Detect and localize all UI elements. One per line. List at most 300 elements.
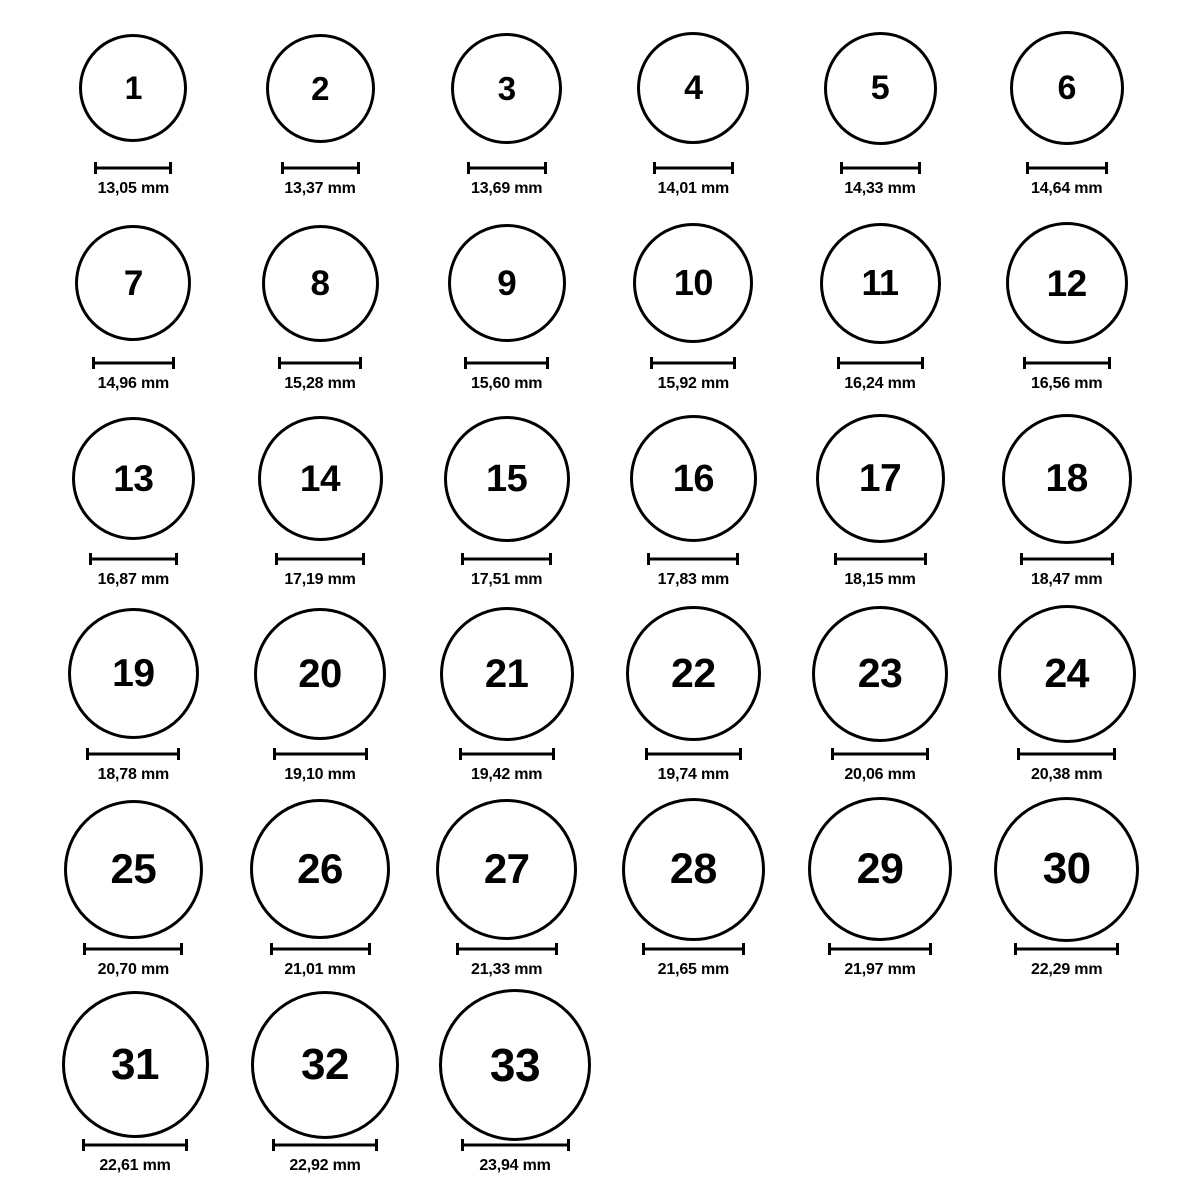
- dimension-tick-left: [1023, 357, 1026, 369]
- diameter-label: 20,70 mm: [97, 961, 169, 979]
- dimension-bar-icon: [461, 1139, 570, 1151]
- dimension-tick-right: [1108, 357, 1111, 369]
- ring-size-number: 22: [671, 650, 716, 697]
- ring-size-cell: [40, 409, 227, 589]
- ring-size-cell: [600, 409, 787, 589]
- dimension-tick-right: [1105, 162, 1108, 174]
- diameter-measure: [92, 357, 175, 393]
- ring-size-number: 28: [669, 844, 717, 893]
- ring-circle: [451, 33, 562, 144]
- ring-size-number: 32: [301, 1039, 349, 1089]
- ring-size-cell: [787, 799, 974, 979]
- dimension-tick-right: [736, 553, 739, 565]
- ring-circle-wrap: [451, 18, 562, 158]
- dimension-line: [270, 948, 371, 951]
- ring-size-cell: [600, 213, 787, 393]
- ring-circle-wrap: [440, 604, 574, 744]
- ring-size-number: 5: [870, 69, 890, 107]
- ring-circle: [622, 798, 765, 941]
- diameter-label: 21,33 mm: [471, 961, 543, 979]
- dimension-bar-icon: [464, 357, 549, 369]
- ring-circle-wrap: [250, 799, 390, 939]
- dimension-tick-left: [647, 553, 650, 565]
- dimension-tick-left: [1020, 553, 1023, 565]
- dimension-tick-left: [461, 553, 464, 565]
- dimension-tick-right: [1116, 943, 1119, 955]
- dimension-tick-right: [359, 357, 362, 369]
- dimension-tick-left: [82, 1139, 85, 1151]
- dimension-tick-right: [544, 162, 547, 174]
- dimension-tick-left: [1026, 162, 1029, 174]
- dimension-tick-right: [552, 748, 555, 760]
- ring-size-number: 21: [484, 651, 529, 696]
- dimension-tick-right: [375, 1139, 378, 1151]
- diameter-measure: [645, 748, 742, 784]
- ring-circle-wrap: [62, 995, 209, 1135]
- dimension-tick-left: [92, 357, 95, 369]
- dimension-bar-icon: [89, 553, 178, 565]
- ring-size-number: 25: [110, 845, 157, 893]
- ring-circle: [79, 34, 187, 142]
- ring-size-cell: [413, 799, 600, 979]
- ring-size-cell: [420, 995, 610, 1175]
- dimension-line: [837, 362, 924, 365]
- ring-size-number: 12: [1046, 262, 1087, 304]
- dimension-line: [642, 948, 745, 951]
- dimension-bar-icon: [834, 553, 927, 565]
- dimension-bar-icon: [94, 162, 172, 174]
- diameter-measure: [834, 553, 927, 589]
- ring-size-cell: [227, 799, 414, 979]
- diameter-label: 14,64 mm: [1031, 180, 1103, 197]
- ring-circle-wrap: [637, 18, 749, 158]
- ring-circle-wrap: [994, 799, 1139, 939]
- dimension-line: [647, 557, 739, 560]
- dimension-tick-right: [924, 553, 927, 565]
- ring-size-cell: [973, 213, 1160, 393]
- ring-circle: [251, 991, 399, 1139]
- dimension-bar-icon: [647, 553, 739, 565]
- dimension-line: [459, 752, 555, 755]
- size-row: [40, 604, 1160, 799]
- ring-size-cell: [40, 799, 227, 979]
- diameter-label: 17,19 mm: [284, 570, 356, 588]
- ring-circle-wrap: [444, 409, 570, 549]
- ring-size-cell: [973, 409, 1160, 589]
- ring-circle-wrap: [436, 799, 577, 939]
- diameter-measure: [83, 943, 183, 979]
- ring-size-number: 23: [857, 650, 903, 697]
- dimension-tick-left: [1017, 748, 1020, 760]
- dimension-tick-left: [459, 748, 462, 760]
- dimension-tick-left: [456, 943, 459, 955]
- diameter-measure: [464, 357, 549, 393]
- diameter-measure: [642, 943, 745, 979]
- ring-circle-wrap: [266, 18, 375, 158]
- dimension-tick-right: [368, 943, 371, 955]
- dimension-tick-left: [642, 943, 645, 955]
- dimension-line: [86, 752, 180, 755]
- ring-size-number: 11: [861, 262, 899, 304]
- ring-size-cell: [227, 18, 414, 198]
- ring-size-number: 15: [486, 457, 528, 500]
- ring-circle-wrap: [254, 604, 386, 744]
- dimension-bar-icon: [272, 1139, 378, 1151]
- diameter-label: 20,38 mm: [1031, 765, 1103, 783]
- ring-circle: [266, 34, 375, 143]
- ring-circle-wrap: [824, 18, 937, 158]
- dimension-bar-icon: [83, 943, 183, 955]
- diameter-label: 13,37 mm: [284, 180, 356, 197]
- ring-size-number: 10: [673, 262, 713, 304]
- diameter-measure: [461, 1139, 570, 1175]
- dimension-tick-left: [834, 553, 837, 565]
- ring-circle: [72, 417, 195, 540]
- ring-circle-wrap: [251, 995, 399, 1135]
- diameter-label: 15,92 mm: [657, 375, 730, 393]
- ring-circle: [633, 223, 753, 343]
- diameter-label: 16,87 mm: [97, 570, 169, 588]
- dimension-line: [278, 362, 362, 365]
- dimension-bar-icon: [650, 357, 736, 369]
- ring-circle: [440, 607, 574, 741]
- diameter-measure: [650, 357, 736, 393]
- ring-circle-wrap: [1010, 18, 1124, 158]
- ring-size-number: 27: [483, 845, 530, 893]
- ring-size-cell: [973, 604, 1160, 784]
- ring-size-cell: [600, 18, 787, 198]
- dimension-tick-left: [467, 162, 470, 174]
- ring-circle: [68, 608, 199, 739]
- dimension-tick-left: [464, 357, 467, 369]
- dimension-bar-icon: [1020, 553, 1114, 565]
- ring-size-cell: [413, 604, 600, 784]
- diameter-measure: [273, 748, 368, 784]
- ring-size-cell: [230, 995, 420, 1175]
- diameter-label: 15,28 mm: [284, 375, 356, 393]
- ring-circle: [820, 223, 941, 344]
- dimension-bar-icon: [642, 943, 745, 955]
- dimension-bar-icon: [653, 162, 734, 174]
- diameter-measure: [1017, 748, 1116, 784]
- ring-circle: [64, 800, 203, 939]
- dimension-tick-left: [831, 748, 834, 760]
- dimension-tick-right: [733, 357, 736, 369]
- ring-size-number: 29: [856, 844, 904, 893]
- dimension-bar-icon: [456, 943, 558, 955]
- ring-size-cell: [787, 409, 974, 589]
- ring-circle: [444, 416, 570, 542]
- ring-size-number: 4: [684, 69, 703, 107]
- dimension-tick-left: [840, 162, 843, 174]
- diameter-label: 18,78 mm: [97, 765, 169, 783]
- ring-size-cell: [413, 409, 600, 589]
- diameter-label: 21,65 mm: [657, 961, 730, 979]
- dimension-bar-icon: [645, 748, 742, 760]
- diameter-label: 21,01 mm: [284, 961, 356, 979]
- diameter-measure: [278, 357, 362, 393]
- dimension-bar-icon: [92, 357, 175, 369]
- diameter-label: 22,92 mm: [289, 1156, 361, 1174]
- diameter-measure: [86, 748, 180, 784]
- dimension-line: [92, 362, 175, 365]
- ring-size-cell: [973, 18, 1160, 198]
- dimension-line: [89, 557, 178, 560]
- dimension-bar-icon: [828, 943, 932, 955]
- ring-circle-wrap: [630, 409, 757, 549]
- dimension-line: [281, 167, 360, 170]
- dimension-bar-icon: [831, 748, 929, 760]
- diameter-label: 17,51 mm: [471, 570, 543, 588]
- diameter-measure: [461, 553, 552, 589]
- dimension-tick-right: [742, 943, 745, 955]
- dimension-bar-icon: [461, 553, 552, 565]
- ring-size-number: 6: [1057, 69, 1076, 107]
- ring-size-cell: [973, 799, 1160, 979]
- ring-circle: [436, 799, 577, 940]
- dimension-tick-right: [549, 553, 552, 565]
- dimension-line: [1026, 167, 1108, 170]
- diameter-label: 15,60 mm: [471, 375, 543, 393]
- dimension-line: [273, 752, 368, 755]
- dimension-tick-left: [281, 162, 284, 174]
- ring-circle: [824, 32, 937, 145]
- dimension-tick-left: [837, 357, 840, 369]
- dimension-line: [834, 557, 927, 560]
- ring-size-cell: [787, 213, 974, 393]
- dimension-tick-left: [645, 748, 648, 760]
- ring-circle: [1010, 31, 1124, 145]
- dimension-bar-icon: [82, 1139, 188, 1151]
- ring-circle: [254, 608, 386, 740]
- diameter-measure: [1026, 162, 1108, 198]
- dimension-line: [82, 1143, 188, 1146]
- diameter-label: 13,69 mm: [471, 180, 543, 197]
- ring-circle: [448, 224, 566, 342]
- dimension-tick-left: [270, 943, 273, 955]
- ring-size-cell: [40, 995, 230, 1175]
- ring-size-cell: [227, 604, 414, 784]
- dimension-tick-left: [273, 748, 276, 760]
- diameter-label: 23,94 mm: [479, 1156, 551, 1174]
- diameter-label: 20,06 mm: [844, 765, 916, 783]
- ring-size-cell: [600, 604, 787, 784]
- dimension-line: [650, 362, 736, 365]
- dimension-line: [653, 167, 734, 170]
- dimension-line: [1017, 752, 1116, 755]
- dimension-tick-left: [94, 162, 97, 174]
- ring-size-number: 13: [113, 458, 154, 500]
- ring-size-cell: [600, 799, 787, 979]
- dimension-tick-right: [918, 162, 921, 174]
- dimension-tick-right: [929, 943, 932, 955]
- dimension-tick-right: [921, 357, 924, 369]
- ring-size-number: 16: [672, 457, 714, 500]
- ring-size-cell: [413, 213, 600, 393]
- dimension-line: [83, 948, 183, 951]
- ring-size-cell: [787, 18, 974, 198]
- diameter-measure: [467, 162, 547, 198]
- dimension-bar-icon: [840, 162, 921, 174]
- dimension-bar-icon: [1017, 748, 1116, 760]
- dimension-line: [272, 1143, 378, 1146]
- ring-size-cell: [227, 213, 414, 393]
- dimension-tick-left: [83, 943, 86, 955]
- ring-circle: [816, 414, 945, 543]
- dimension-line: [464, 362, 549, 365]
- dimension-tick-right: [1111, 553, 1114, 565]
- ring-circle-wrap: [258, 409, 383, 549]
- dimension-line: [461, 1143, 570, 1146]
- dimension-tick-left: [89, 553, 92, 565]
- diameter-measure: [1020, 553, 1114, 589]
- diameter-label: 19,74 mm: [657, 765, 730, 783]
- diameter-measure: [459, 748, 555, 784]
- ring-size-number: 33: [489, 1038, 541, 1091]
- diameter-measure: [1023, 357, 1111, 393]
- ring-size-number: 31: [111, 1039, 159, 1089]
- dimension-tick-right: [739, 748, 742, 760]
- dimension-tick-left: [653, 162, 656, 174]
- diameter-measure: [456, 943, 558, 979]
- dimension-tick-right: [731, 162, 734, 174]
- diameter-label: 14,33 mm: [844, 180, 916, 197]
- diameter-measure: [270, 943, 371, 979]
- diameter-measure: [94, 162, 172, 198]
- ring-size-cell: [413, 18, 600, 198]
- ring-size-cell: [40, 18, 227, 198]
- diameter-label: 19,10 mm: [284, 765, 356, 783]
- dimension-tick-right: [177, 748, 180, 760]
- diameter-label: 14,96 mm: [97, 375, 169, 393]
- dimension-bar-icon: [275, 553, 365, 565]
- dimension-bar-icon: [281, 162, 360, 174]
- ring-size-number: 2: [311, 69, 329, 107]
- ring-circle: [262, 225, 379, 342]
- ring-circle: [250, 799, 390, 939]
- ring-circle-wrap: [812, 604, 948, 744]
- dimension-tick-left: [275, 553, 278, 565]
- size-row: [40, 995, 1160, 1190]
- dimension-tick-left: [828, 943, 831, 955]
- dimension-tick-right: [185, 1139, 188, 1151]
- ring-size-number: 8: [310, 263, 330, 303]
- diameter-label: 18,15 mm: [844, 570, 916, 588]
- dimension-tick-right: [1113, 748, 1116, 760]
- dimension-tick-right: [365, 748, 368, 760]
- ring-size-cell: [40, 604, 227, 784]
- diameter-measure: [82, 1139, 188, 1175]
- dimension-line: [840, 167, 921, 170]
- ring-circle-wrap: [79, 18, 187, 158]
- ring-size-number: 3: [497, 69, 516, 107]
- diameter-label: 18,47 mm: [1031, 570, 1103, 588]
- dimension-line: [275, 557, 365, 560]
- dimension-bar-icon: [1026, 162, 1108, 174]
- diameter-measure: [275, 553, 365, 589]
- ring-size-cell: [787, 604, 974, 784]
- dimension-tick-right: [546, 357, 549, 369]
- ring-circle-wrap: [64, 799, 203, 939]
- ring-size-number: 26: [297, 845, 343, 893]
- diameter-label: 19,42 mm: [471, 765, 543, 783]
- dimension-tick-right: [172, 357, 175, 369]
- ring-circle: [994, 797, 1139, 942]
- dimension-tick-left: [86, 748, 89, 760]
- size-row: [40, 18, 1160, 213]
- ring-circle: [637, 32, 749, 144]
- ring-circle-wrap: [633, 213, 753, 353]
- dimension-bar-icon: [273, 748, 368, 760]
- ring-circle-wrap: [72, 409, 195, 549]
- dimension-tick-right: [362, 553, 365, 565]
- dimension-line: [645, 752, 742, 755]
- ring-circle-wrap: [75, 213, 191, 353]
- size-row: [40, 799, 1160, 994]
- dimension-bar-icon: [86, 748, 180, 760]
- dimension-line: [467, 167, 547, 170]
- ring-size-number: 14: [299, 458, 341, 500]
- dimension-tick-left: [1014, 943, 1017, 955]
- ring-circle-wrap: [262, 213, 379, 353]
- diameter-measure: [272, 1139, 378, 1175]
- dimension-tick-right: [180, 943, 183, 955]
- diameter-measure: [647, 553, 739, 589]
- size-row: [40, 409, 1160, 604]
- ring-size-number: 18: [1045, 457, 1088, 501]
- diameter-measure: [89, 553, 178, 589]
- ring-circle: [1002, 414, 1132, 544]
- ring-size-number: 17: [858, 457, 902, 501]
- ring-circle: [75, 225, 191, 341]
- diameter-measure: [281, 162, 360, 198]
- ring-circle: [439, 989, 591, 1141]
- ring-circle-wrap: [622, 799, 765, 939]
- diameter-measure: [837, 357, 924, 393]
- ring-size-cell: [40, 213, 227, 393]
- diameter-label: 22,61 mm: [99, 1156, 171, 1174]
- ring-circle-wrap: [439, 995, 591, 1135]
- ring-circle: [812, 606, 948, 742]
- dimension-bar-icon: [270, 943, 371, 955]
- dimension-line: [1020, 557, 1114, 560]
- diameter-label: 21,97 mm: [844, 961, 916, 979]
- diameter-measure: [831, 748, 929, 784]
- diameter-label: 22,29 mm: [1031, 961, 1103, 979]
- dimension-bar-icon: [278, 357, 362, 369]
- diameter-measure: [1014, 943, 1119, 979]
- diameter-measure: [653, 162, 734, 198]
- dimension-bar-icon: [467, 162, 547, 174]
- dimension-line: [831, 752, 929, 755]
- ring-circle-wrap: [1002, 409, 1132, 549]
- ring-circle: [626, 606, 761, 741]
- dimension-tick-right: [169, 162, 172, 174]
- dimension-tick-left: [461, 1139, 464, 1151]
- ring-circle-wrap: [448, 213, 566, 353]
- dimension-line: [94, 167, 172, 170]
- ring-size-cell: [227, 409, 414, 589]
- dimension-bar-icon: [459, 748, 555, 760]
- dimension-line: [456, 948, 558, 951]
- dimension-bar-icon: [837, 357, 924, 369]
- dimension-tick-right: [926, 748, 929, 760]
- ring-size-number: 19: [112, 652, 155, 696]
- dimension-line: [1023, 362, 1111, 365]
- diameter-label: 16,24 mm: [844, 375, 916, 393]
- ring-circle-wrap: [816, 409, 945, 549]
- dimension-line: [461, 557, 552, 560]
